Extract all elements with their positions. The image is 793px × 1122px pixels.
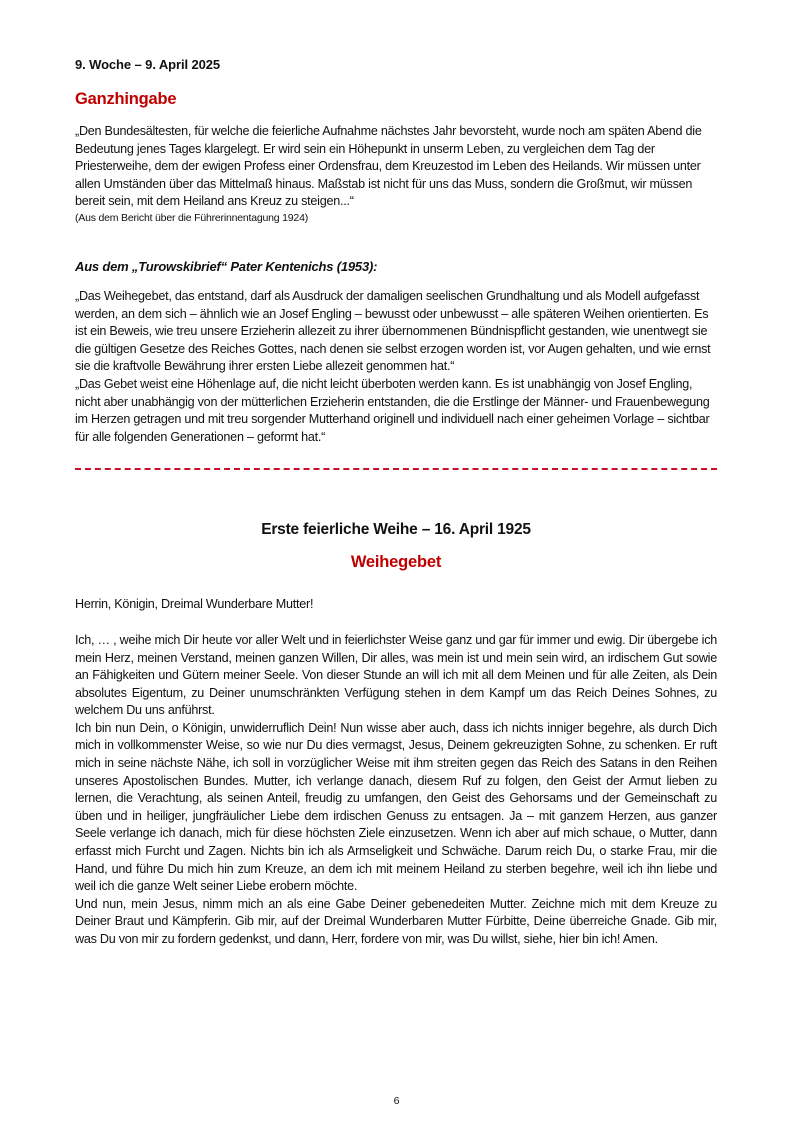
week-heading: 9. Woche – 9. April 2025 (75, 57, 220, 72)
prayer-paragraph: Ich, … , weihe mich Dir heute vor aller Welt und in feierlichster Weise ganz und gar für immer und ewig. Dir übergebe ich mein Herz, meinen Verstand, meinen ganzen Willen, Dir alles, was mein ist und mein sein wird, an irdischem Gut sowie an Fähigkeiten und Gütern meiner Seele. Von dieser Stunde an will ich mit all dem Meinen und für alle Zeiten, als Dein absolutes Eigentum, zu Deiner unumschränkten Verfügung stehen in dem Kampf um das Reich Deines Sohnes, zu welchem Du uns anführst. (75, 632, 717, 718)
prayer-paragraph: Und nun, mein Jesus, nimm mich an als eine Gabe Deiner gebenedeiten Mutter. Zeichne mich mit dem Kreuze zu Deiner Braut und Kämpferin. Gib mir, auf der Dreimal Wunderbaren Mutter Fürbitte, Deine überreiche Gnade. Gib mir, was Du von mir zu fordern gedenkst, und dann, Herr, fordere von mir, was Du willst, siehe, hier bin ich! Amen. (75, 896, 717, 946)
prayer-title: Weihegebet (350, 553, 442, 572)
prayer-paragraph: Ich bin nun Dein, o Königin, unwiderruflich Dein! Nun wisse aber auch, dass ich nichts inniger begehre, als durch Dich mich in vollkommenster Weise, so wie nur Du dies vermagst, Jesus, Deinem gekreuzigten Sohne, zu schenken. Er ruft mich in seine nächste Nähe, ich soll in vorzüglicher Weise mit ihm streiten gegen das Reich des Satans in den Reihen unseres Apostolischen Bundes. Mutter, ich verlange danach, diesem Ruf zu folgen, den Geist der Armut lieben zu lernen, die Verachtung, als seinen Anteil, freudig zu umfangen, den Geist des Gehorsams und der Gemeinschaft zu üben und in heiliger, jungfräulicher Liebe dem irdischen Genuss zu entsagen. Ja – mit ganzem Herzen, aus ganzer Seele verlange ich danach, mich für diese höchsten Ziele einzusetzen. Wenn ich aber auf mich schaue, o Mutter, dann erfasst mich Furcht und Zagen. Nichts bin ich als Armseligkeit und Schwäche. Darum reich Du, o starke Frau, mir die Hand, und führe Du mich hin zum Kreuze, an dem ich mit meinem Heiland zu sterben begehre, weil ich ihn liebe und weil ich die ganze Welt seiner Liebe erobern möchte. (75, 720, 717, 894)
prayer-body (75, 632, 717, 949)
quote-source: (Aus dem Bericht über die Führerinnentagung 1924) (75, 211, 309, 224)
turowskibrief-heading: Aus dem „Turowskibrief“ Pater Kentenichs (1953): (75, 258, 378, 274)
dashed-divider (75, 468, 717, 470)
section-title-ganzhingabe: Ganzhingabe (75, 90, 177, 108)
turowskibrief-quote-1: „Das Weihegebet, das entstand, darf als Ausdruck der damaligen seelischen Grundhaltung und als Modell aufgefasst werden, an dem sich – ähnlich wie an Josef Engling – bewusst oder unbewusst – alle späteren Weihen orientierten. Es ist ein Beweis, wie treu unsere Erzieherin allezeit zu ihrer übernommenen Bündnispflicht gestanden, wie unentwegt sie die gültigen Gesetze des Reiches Gottes, nach denen sie selbst erzogen worden ist, vor Augen gehalten, und wie ernst sie die kraftvolle Bewährung ihrer ersten Liebe allezeit genommen hat.“ (75, 288, 711, 374)
quote-paragraph: „Den Bundesältesten, für welche die feierliche Aufnahme nächstes Jahr bevorsteht, wurde noch am späten Abend die Bedeutung jenes Tages klargelegt. Er wird sein ein Höhepunkt in unserm Leben, zu vergleichen dem Tag der Priesterweihe, dem der ewigen Profess einer Ordensfrau, dem Kreuzestod im Leben des Heilands. Wir müssen unter allen Umständen über das Mittelmaß hinaus. Maßstab ist nicht für uns das Muss, sondern die Großmut, wir müssen bereit sein, mit dem Heiland ans Kreuz zu steigen...“ (75, 124, 702, 209)
document-page (75, 56, 717, 949)
consecration-heading: Erste feierliche Weihe – 16. April 1925 (261, 521, 531, 539)
page-number: 6 (393, 1095, 400, 1107)
turowskibrief-quote-2: „Das Gebet weist eine Höhenlage auf, die nicht leicht überboten werden kann. Es ist unabhängig von Josef Engling, nicht aber unabhängig von der mütterlichen Erzieherin entstanden, die die Erstlinge der Männer- und Frauenbewegung im Herzen getragen und mit treu sorgender Mutterhand originell und individuell nach einer geheimen Vorlage – sichtbar für alle folgenden Generationen – geformt hat.“ (75, 376, 710, 444)
prayer-salutation: Herrin, Königin, Dreimal Wunderbare Mutter! (75, 597, 314, 612)
